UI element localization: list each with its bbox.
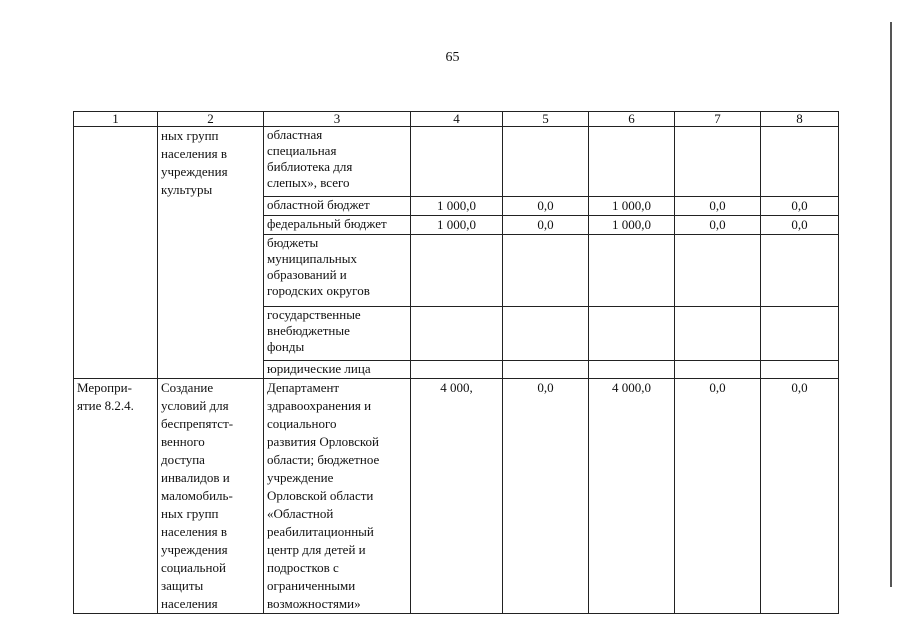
value-cell-col5: 0,0 [503, 197, 589, 216]
value-cell-col5 [503, 307, 589, 361]
value-cell-col6 [589, 361, 675, 379]
value-cell-col8 [761, 307, 839, 361]
value-cell-col4 [411, 235, 503, 307]
executor-line: социального [267, 416, 337, 431]
value-cell-col8 [761, 361, 839, 379]
value-cell-col7: 0,0 [675, 197, 761, 216]
value-cell-col4: 4 000, [411, 379, 503, 614]
funding-source-line: областной бюджет [267, 197, 370, 212]
page-number: 65 [445, 50, 460, 65]
executor-cell [264, 379, 411, 614]
funding-source-cell [264, 197, 411, 216]
value-cell-col8: 0,0 [761, 197, 839, 216]
measure-id-line: ятие 8.2.4. [77, 398, 134, 413]
executor-line: «Областной [267, 506, 334, 521]
budget-table [73, 111, 839, 614]
measure-id-cell [74, 127, 158, 379]
executor-line: области; бюджетное [267, 452, 380, 467]
executor-line: здравоохранения и [267, 398, 372, 413]
funding-source-line: государственные [267, 307, 361, 322]
measure-name-line: ных групп [161, 128, 219, 143]
value-cell-col8 [761, 127, 839, 197]
value-cell-col5 [503, 127, 589, 197]
measure-name-line: населения [161, 596, 218, 611]
column-header-1: 1 [74, 112, 158, 127]
funding-source-cell [264, 216, 411, 235]
measure-name-line: условий для [161, 398, 229, 413]
measure-name-cell [158, 127, 264, 379]
measure-name-line: социальной [161, 560, 226, 575]
funding-source-line: образований и [267, 267, 347, 282]
value-cell-col7: 0,0 [675, 216, 761, 235]
scan-edge-line [890, 22, 892, 587]
header-row [74, 112, 839, 127]
value-cell-col4: 1 000,0 [411, 197, 503, 216]
measure-name-line: венного [161, 434, 205, 449]
column-header-8: 8 [761, 112, 839, 127]
table-row [74, 127, 839, 197]
value-cell-col5: 0,0 [503, 379, 589, 614]
measure-name-cell [158, 379, 264, 614]
executor-line: возможностями» [267, 596, 361, 611]
measure-name-line: доступа [161, 452, 205, 467]
column-header-7: 7 [675, 112, 761, 127]
executor-line: Департамент [267, 380, 340, 395]
funding-source-cell [264, 307, 411, 361]
measure-name-line: Создание [161, 380, 214, 395]
value-cell-col6 [589, 127, 675, 197]
funding-source-cell [264, 127, 411, 197]
value-cell-col6: 1 000,0 [589, 197, 675, 216]
value-cell-col4 [411, 361, 503, 379]
executor-line: реабилитационный [267, 524, 374, 539]
column-header-6: 6 [589, 112, 675, 127]
funding-source-line: федеральный бюджет [267, 216, 387, 231]
value-cell-col4: 1 000,0 [411, 216, 503, 235]
measure-name-line: населения в [161, 146, 227, 161]
value-cell-col6 [589, 235, 675, 307]
column-header-3: 3 [264, 112, 411, 127]
value-cell-col8: 0,0 [761, 216, 839, 235]
funding-source-line: областная [267, 127, 323, 142]
value-cell-col6: 4 000,0 [589, 379, 675, 614]
value-cell-col5: 0,0 [503, 216, 589, 235]
value-cell-col6 [589, 307, 675, 361]
funding-source-line: фонды [267, 339, 305, 354]
funding-source-cell [264, 235, 411, 307]
executor-line: Орловской области [267, 488, 374, 503]
funding-source-line: муниципальных [267, 251, 358, 266]
table-body [74, 112, 839, 614]
value-cell-col6: 1 000,0 [589, 216, 675, 235]
value-cell-col5 [503, 361, 589, 379]
value-cell-col8: 0,0 [761, 379, 839, 614]
funding-source-line: бюджеты [267, 235, 319, 250]
measure-name-line: учреждения [161, 164, 228, 179]
funding-source-line: специальная [267, 143, 337, 158]
value-cell-col7: 0,0 [675, 379, 761, 614]
value-cell-col5 [503, 235, 589, 307]
measure-name-line: учреждения [161, 542, 228, 557]
measure-id-cell [74, 379, 158, 614]
funding-source-line: библиотека для [267, 159, 353, 174]
funding-source-line: юридические лица [267, 361, 371, 376]
measure-name-line: инвалидов и [161, 470, 230, 485]
value-cell-col4 [411, 127, 503, 197]
measure-name-line: беспрепятст- [161, 416, 234, 431]
measure-name-line: защиты [161, 578, 204, 593]
executor-line: подростков с [267, 560, 339, 575]
measure-name-line: культуры [161, 182, 213, 197]
measure-name-line: маломобиль- [161, 488, 233, 503]
column-header-2: 2 [158, 112, 264, 127]
measure-name-line: ных групп [161, 506, 219, 521]
column-header-5: 5 [503, 112, 589, 127]
value-cell-col8 [761, 235, 839, 307]
funding-source-cell [264, 361, 411, 379]
value-cell-col7 [675, 235, 761, 307]
table-row-measure-8-2-4 [74, 379, 839, 614]
value-cell-col7 [675, 361, 761, 379]
funding-source-line: городских округов [267, 283, 370, 298]
executor-line: центр для детей и [267, 542, 366, 557]
measure-id-line: Меропри- [77, 380, 132, 395]
executor-line: развития Орловской [267, 434, 380, 449]
column-header-4: 4 [411, 112, 503, 127]
executor-line: учреждение [267, 470, 334, 485]
executor-line: ограниченными [267, 578, 356, 593]
funding-source-line: слепых», всего [267, 175, 350, 190]
value-cell-col7 [675, 127, 761, 197]
measure-name-line: населения в [161, 524, 227, 539]
funding-source-line: внебюджетные [267, 323, 350, 338]
value-cell-col4 [411, 307, 503, 361]
value-cell-col7 [675, 307, 761, 361]
